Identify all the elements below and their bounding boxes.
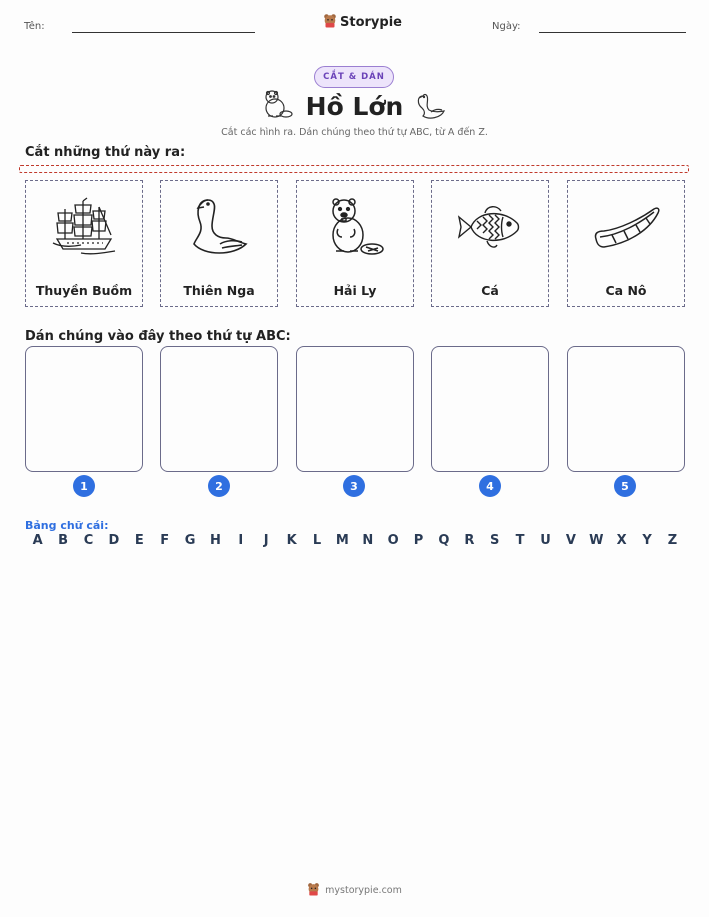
sailing-ship-icon	[26, 187, 142, 267]
beaver-icon	[297, 187, 413, 267]
footer	[0, 882, 709, 899]
canoe-icon	[568, 187, 684, 267]
alphabet-letter: N	[362, 533, 374, 548]
footer-url: mystorypie.com	[325, 885, 402, 896]
card-label: Thiên Nga	[183, 283, 255, 298]
alphabet-letter: A	[32, 533, 43, 548]
alphabet-title: Bảng chữ cái:	[25, 519, 109, 532]
cut-card-swan[interactable]	[160, 180, 278, 307]
number-badge: 4	[479, 475, 501, 497]
cut-line	[19, 165, 689, 173]
date-label: Ngày:	[492, 21, 521, 32]
alphabet-letter: F	[160, 533, 170, 548]
alphabet-letter: E	[134, 533, 144, 548]
alphabet-letter: O	[387, 533, 399, 548]
cut-card-beaver[interactable]	[296, 180, 414, 307]
number-badge: 1	[73, 475, 95, 497]
number-badge: 2	[208, 475, 230, 497]
alphabet-letter: W	[589, 533, 604, 548]
alphabet-letter: U	[540, 533, 551, 548]
alphabet-letter: J	[263, 533, 269, 548]
card-label: Hải Ly	[333, 283, 377, 298]
swan-decoration-icon	[413, 90, 447, 126]
storypie-bear-logo-icon	[323, 13, 337, 32]
alphabet-letter: M	[335, 533, 349, 548]
alphabet-letter: K	[286, 533, 297, 548]
alphabet-letter: V	[565, 533, 576, 548]
cut-card-canoe[interactable]	[567, 180, 685, 307]
alphabet-letter: Z	[667, 533, 678, 548]
fish-icon	[432, 187, 548, 267]
activity-badge: CẮT & DÁN	[314, 66, 394, 88]
alphabet-letter: D	[108, 533, 120, 548]
number-badge: 3	[343, 475, 365, 497]
swan-icon	[161, 187, 277, 267]
card-label: Cá	[481, 283, 499, 298]
alphabet-letter: C	[83, 533, 94, 548]
brand-logo	[323, 13, 402, 32]
paste-box-5[interactable]	[567, 346, 685, 472]
instructions: Cắt các hình ra. Dán chúng theo thứ tự ABC, từ A đến Z.	[221, 127, 488, 138]
alphabet-letter: B	[58, 533, 69, 548]
name-line[interactable]	[72, 32, 255, 33]
alphabet-letter: S	[490, 533, 500, 548]
storypie-bear-logo-icon	[307, 882, 320, 899]
paste-box-1[interactable]	[25, 346, 143, 472]
alphabet-letter: H	[209, 533, 221, 548]
card-label: Thuyền Buồm	[35, 283, 133, 298]
card-label: Ca Nô	[605, 283, 647, 298]
paste-box-2[interactable]	[160, 346, 278, 472]
alphabet-letter: L	[312, 533, 322, 548]
alphabet-letter: R	[464, 533, 475, 548]
cut-section-heading: Cắt những thứ này ra:	[25, 145, 186, 160]
paste-section-heading: Dán chúng vào đây theo thứ tự ABC:	[25, 329, 291, 344]
alphabet-letter: T	[515, 533, 525, 548]
alphabet-letter: X	[616, 533, 627, 548]
alphabet-letter: I	[238, 533, 244, 548]
alphabet-letter: Y	[642, 533, 652, 548]
alphabet-letter: Q	[438, 533, 450, 548]
alphabet-letter: P	[413, 533, 424, 548]
cut-card-fish[interactable]	[431, 180, 549, 307]
cut-card-sailing-ship[interactable]	[25, 180, 143, 307]
alphabet-letter: G	[184, 533, 196, 548]
brand-name: Storypie	[340, 15, 402, 30]
paste-box-4[interactable]	[431, 346, 549, 472]
alphabet-row	[25, 533, 685, 548]
name-label: Tên:	[24, 21, 45, 32]
date-line[interactable]	[539, 32, 686, 33]
number-badge: 5	[614, 475, 636, 497]
page-title: Hồ Lớn	[305, 92, 404, 121]
paste-box-3[interactable]	[296, 346, 414, 472]
